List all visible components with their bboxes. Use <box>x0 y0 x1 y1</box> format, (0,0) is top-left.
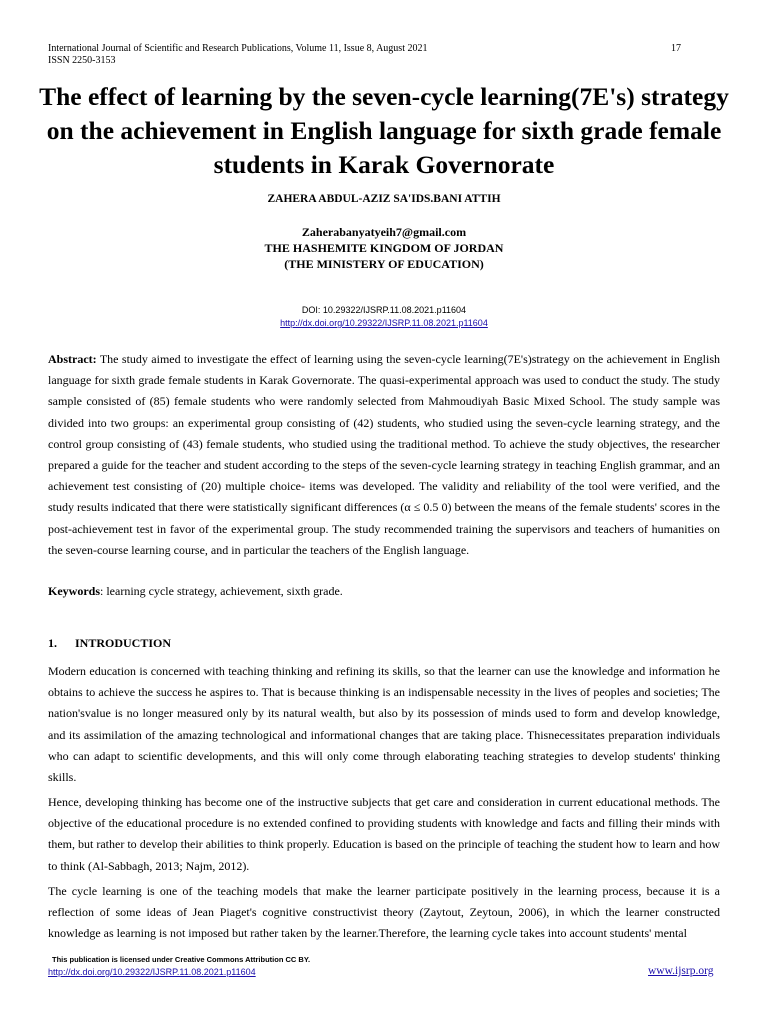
keywords-text: : learning cycle strategy, achievement, sixth grade. <box>100 584 343 598</box>
section-number: 1. <box>48 636 57 650</box>
affiliation-country: THE HASHEMITE KINGDOM OF JORDAN <box>264 241 504 255</box>
page-number: 17 <box>671 43 681 54</box>
keywords-label: Keywords <box>48 584 100 598</box>
author-name: ZAHERA ABDUL-AZIZ SA'IDS.BANI ATTIH <box>267 193 501 205</box>
intro-paragraph-1: Modern education is concerned with teaching thinking and refining its skills, so that the learner can use the knowledge and information he obtains to achieve the success he aspires to. That is because thinking is an indispensable necessity in the lives of peoples and societies; The nation'svalue is no longer measured only by its natural wealth, but also by its possession of minds used to form and develop knowledge, and its assimilation of the amazing technological and informational changes that are taking place. Thisnecessitates preparation individuals who can adapt to scientific developments, and this will only come through elaborating teaching strategies to develop students' thinking skills. <box>48 664 720 785</box>
intro-paragraph-2: Hence, developing thinking has become one of the instructive subjects that get care and consideration in current educational methods. The objective of the educational procedure is no extended confined to providing students with knowledge and facts and filling their minds with them, but rather to develop their abilities to think properly. Education is based on the principle of teaching the student how to learn and how to think (Al-Sabbagh, 2013; Najm, 2012). <box>48 795 720 873</box>
intro-paragraph-3: The cycle learning is one of the teaching models that make the learner participate positively in the learning process, because it is a reflection of some ideas of Jean Piaget's cognitive constructivist theory (Zaytout, Zeytoun, 2006), in which the learner constructed knowledge as learning is not imposed but rather taken by the learner.Therefore, the learning cycle takes into account students' mental <box>48 884 720 941</box>
paper-title: The effect of learning by the seven-cycle learning(7E's) strategy on the achievement in English language for sixth grade female students in Karak Governorate <box>39 82 729 179</box>
section-heading <box>48 636 171 651</box>
keywords <box>48 581 720 602</box>
journal-header: International Journal of Scientific and Research Publications, Volume 11, Issue 8, August 2021 <box>48 43 428 54</box>
doi-text: DOI: 10.29322/IJSRP.11.08.2021.p11604 <box>301 305 467 315</box>
affiliation-ministry: (THE MINISTERY OF EDUCATION) <box>284 257 484 271</box>
doi-link[interactable]: http://dx.doi.org/10.29322/IJSRP.11.08.2021.p11604 <box>280 318 488 328</box>
abstract-text: The study aimed to investigate the effect of learning using the seven-cycle learning(7E's)strategy on the achievement in English language for sixth grade female students in Karak Governorate. The quasi-experimental approach was used to conduct the study. The study sample consisted of (85) female students who were randomly selected from Mahmoudiyah Basic Mixed School. The study sample was divided into two groups: an experimental group consisting of (42) students, who studied using the seven-cycle learning strategy, and the control group consisting of (43) female students, who studied using the traditional method. To achieve the study objectives, the researcher prepared a guide for the teacher and student according to the steps of the seven-cycle learning strategy in teaching English grammar, and an achievement test consisting of (20) multiple choice- items was developed. The validity and reliability of the tool were verified, and the study results indicated that there were statistically significant differences (α ≤ 0.5 0) between the means of the female students' scores in the post-achievement test in favor of the experimental group. The study recommended training the supervisors and teachers of humanities on the seven-course learning course, and in particular the teachers of the English language. <box>48 352 720 557</box>
section-title: INTRODUCTION <box>75 636 172 650</box>
abstract <box>48 349 720 561</box>
footer-site-link[interactable]: www.ijsrp.org <box>648 965 714 977</box>
abstract-label: Abstract: <box>48 352 97 366</box>
license-notice: This publication is licensed under Creative Commons Attribution CC BY. <box>52 955 311 964</box>
issn: ISSN 2250-3153 <box>48 55 116 66</box>
author-email: Zaherabanyatyeih7@gmail.com <box>301 225 467 239</box>
footer-doi-link[interactable]: http://dx.doi.org/10.29322/IJSRP.11.08.2021.p11604 <box>48 967 256 977</box>
